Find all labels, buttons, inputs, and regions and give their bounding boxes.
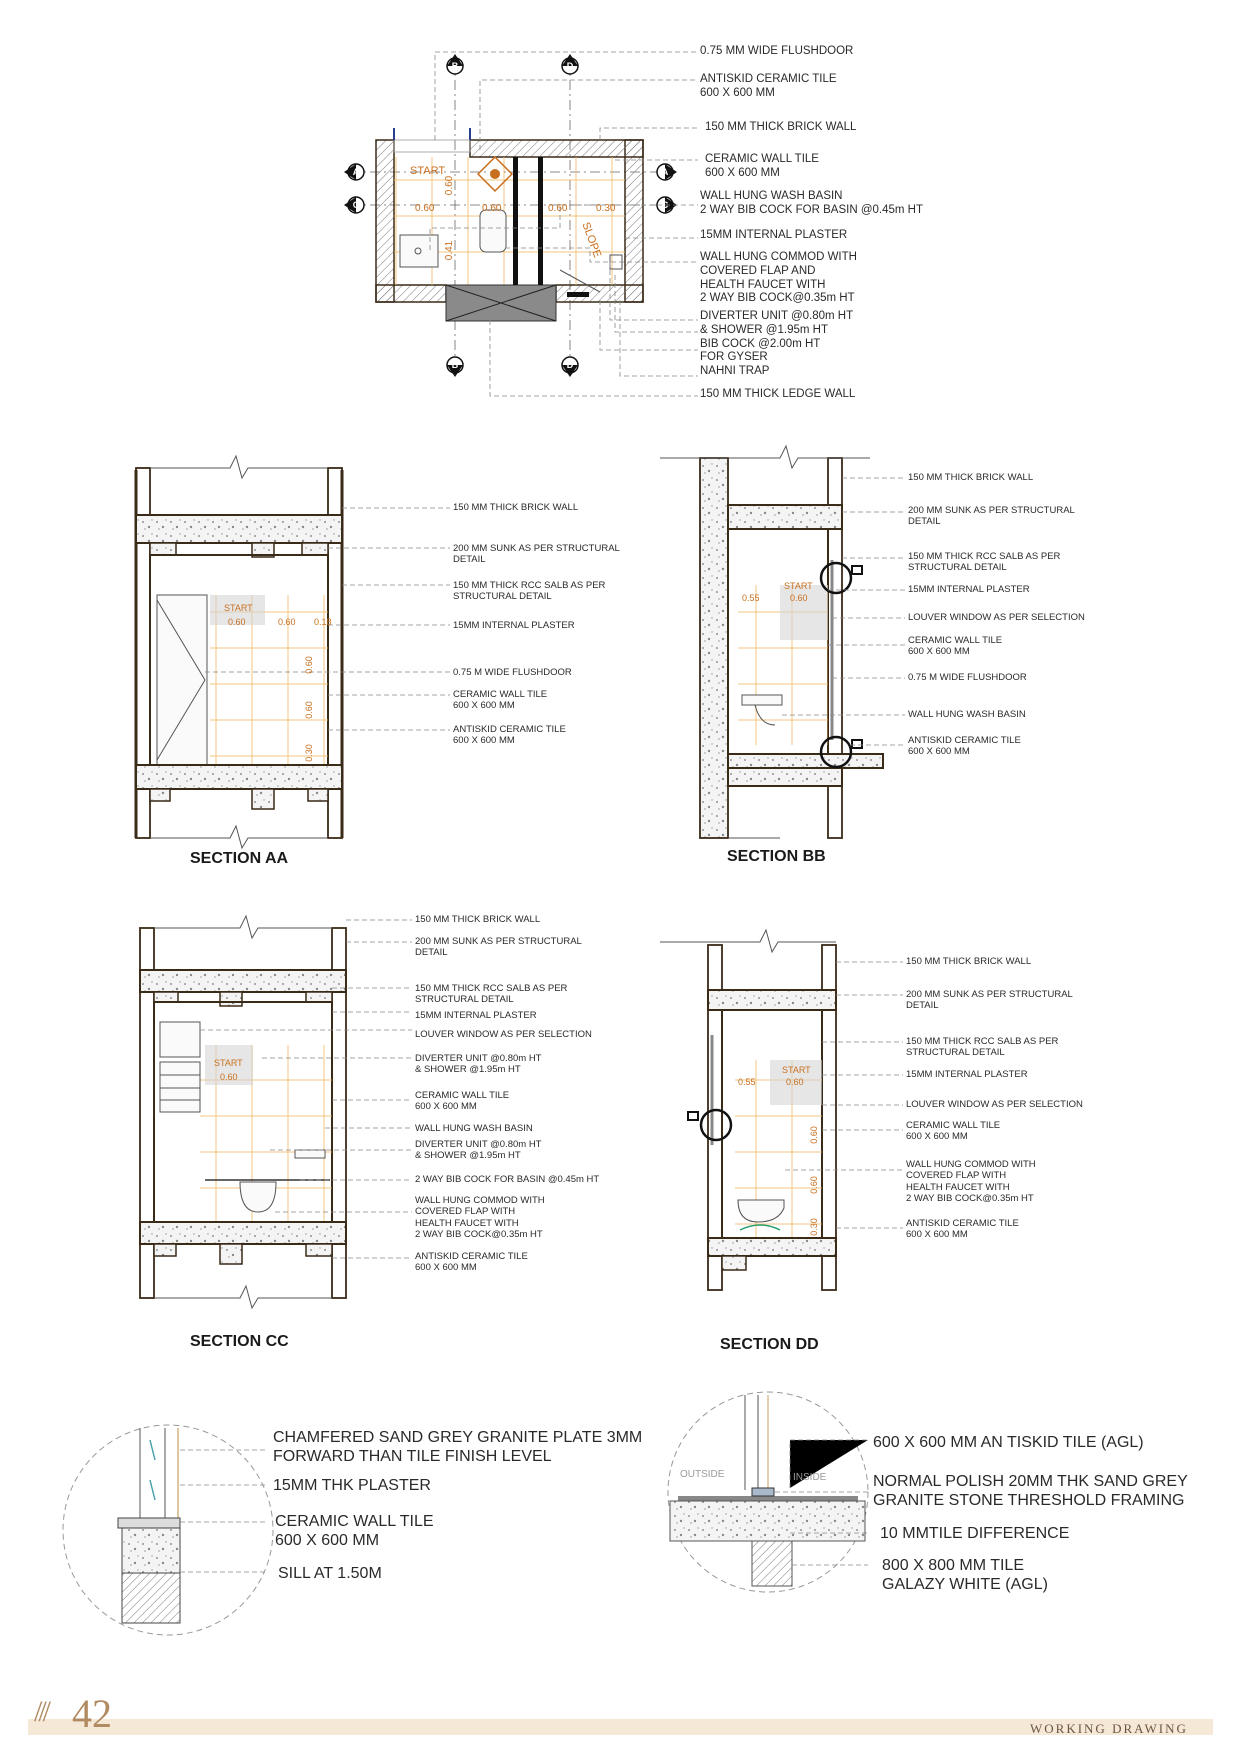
plan-dim-6: 0.41 bbox=[444, 240, 456, 261]
plan-dim-2: 0.60 bbox=[482, 203, 502, 214]
plan-note-wash-basin: WALL HUNG WASH BASIN 2 WAY BIB COCK FOR BASIN @0.45m HT bbox=[700, 190, 923, 216]
plan-note-plaster: 15MM INTERNAL PLASTER bbox=[700, 229, 848, 241]
cc-note-3: 150 MM THICK RCC SALB AS PER STRUCTURAL DETAIL bbox=[415, 983, 568, 1006]
detail-left-note-1: CHAMFERED SAND GREY GRANITE PLATE 3MM FORWARD THAN TILE FINISH LEVEL bbox=[273, 1429, 643, 1466]
plan-note-ledge-wall: 150 MM THICK LEDGE WALL bbox=[700, 388, 856, 400]
detail-right-note-2: NORMAL POLISH 20MM THK SAND GREY GRANITE STONE THRESHOLD FRAMING bbox=[873, 1473, 1188, 1510]
marker-b-bottom: B bbox=[451, 360, 459, 370]
dd-note-4: 15MM INTERNAL PLASTER bbox=[906, 1069, 1028, 1080]
cc-note-2: 200 MM SUNK AS PER STRUCTURAL DETAIL bbox=[415, 936, 582, 959]
cc-note-7: CERAMIC WALL TILE 600 X 600 MM bbox=[415, 1090, 510, 1113]
bb-note-1: 150 MM THICK BRICK WALL bbox=[908, 472, 1034, 483]
section-cc-drawing bbox=[140, 916, 346, 1308]
dd-note-1: 150 MM THICK BRICK WALL bbox=[906, 956, 1032, 967]
marker-d-top: D bbox=[566, 61, 574, 71]
plan-note-brick-wall: 150 MM THICK BRICK WALL bbox=[705, 121, 857, 133]
section-bb-drawing bbox=[660, 446, 883, 838]
plan-dim-5: 0.60 bbox=[444, 175, 456, 196]
plan-note-diverter: DIVERTER UNIT @0.80m HT & SHOWER @1.95m HT BIB COCK @2.00m HT FOR GYSER NAHNI TRAP bbox=[700, 310, 854, 378]
cc-dim-1: 0.60 bbox=[220, 1072, 238, 1082]
aa-dim-4: 0.60 bbox=[303, 656, 314, 674]
aa-note-5: 0.75 M WIDE FLUSHDOOR bbox=[453, 667, 572, 678]
plan-note-wall-tile: CERAMIC WALL TILE 600 X 600 MM bbox=[705, 153, 819, 179]
aa-start-label: START bbox=[224, 603, 253, 613]
cc-note-6: DIVERTER UNIT @0.80m HT & SHOWER @1.95m HT bbox=[415, 1053, 542, 1076]
plan-note-commode: WALL HUNG COMMOD WITH COVERED FLAP AND HEALTH FAUCET WITH 2 WAY BIB COCK@0.35m HT bbox=[700, 251, 857, 305]
page-number: 42 bbox=[72, 1691, 112, 1736]
aa-note-4: 15MM INTERNAL PLASTER bbox=[453, 620, 575, 631]
detail-left-leaders bbox=[180, 1450, 268, 1572]
dd-dim-3: 0.60 bbox=[808, 1126, 819, 1144]
bb-note-3: 150 MM THICK RCC SALB AS PER STRUCTURAL DETAIL bbox=[908, 551, 1061, 574]
section-dd-drawing bbox=[660, 930, 836, 1290]
cc-note-5: LOUVER WINDOW AS PER SELECTION bbox=[415, 1029, 592, 1040]
bb-note-7: 0.75 M WIDE FLUSHDOOR bbox=[908, 672, 1027, 683]
footer-slash-ornament: /// bbox=[34, 1695, 48, 1728]
cc-start-label: START bbox=[214, 1058, 243, 1068]
marker-a-left: A bbox=[352, 167, 360, 177]
aa-note-6: CERAMIC WALL TILE 600 X 600 MM bbox=[453, 689, 548, 712]
bb-note-9: ANTISKID CERAMIC TILE 600 X 600 MM bbox=[908, 735, 1021, 758]
bb-note-8: WALL HUNG WASH BASIN bbox=[908, 709, 1026, 720]
footer-label: WORKING DRAWING bbox=[1030, 1721, 1188, 1736]
aa-note-3: 150 MM THICK RCC SALB AS PER STRUCTURAL DETAIL bbox=[453, 580, 606, 603]
marker-a-right: A bbox=[661, 167, 669, 177]
aa-note-2: 200 MM SUNK AS PER STRUCTURAL DETAIL bbox=[453, 543, 620, 566]
dd-dim-2: 0.60 bbox=[786, 1077, 804, 1087]
detail-left-note-2: 15MM THK PLASTER bbox=[273, 1477, 431, 1494]
cc-note-8: WALL HUNG WASH BASIN bbox=[415, 1123, 533, 1134]
dd-start-label: START bbox=[782, 1065, 811, 1075]
plan-dim-3: 0.60 bbox=[548, 203, 568, 214]
dd-dim-1: 0.55 bbox=[738, 1077, 756, 1087]
bb-note-2: 200 MM SUNK AS PER STRUCTURAL DETAIL bbox=[908, 505, 1075, 528]
plan-note-flushdoor: 0.75 MM WIDE FLUSHDOOR bbox=[700, 45, 854, 57]
dd-note-7: WALL HUNG COMMOD WITH COVERED FLAP WITH HEALTH FAUCET WITH 2 WAY BIB COCK@0.35m HT bbox=[906, 1159, 1036, 1205]
detail-threshold bbox=[668, 1392, 868, 1592]
dd-note-2: 200 MM SUNK AS PER STRUCTURAL DETAIL bbox=[906, 989, 1073, 1012]
detail-left-note-3: CERAMIC WALL TILE 600 X 600 MM bbox=[275, 1513, 434, 1550]
aa-note-1: 150 MM THICK BRICK WALL bbox=[453, 502, 579, 513]
dd-dim-5: 0.30 bbox=[808, 1218, 819, 1236]
section-cc-title: SECTION CC bbox=[190, 1333, 289, 1350]
detail-right-note-3: 10 MMTILE DIFFERENCE bbox=[880, 1525, 1070, 1542]
plan-slope-label: SLOPE bbox=[579, 220, 604, 260]
section-aa-drawing bbox=[136, 456, 342, 848]
dd-dim-4: 0.60 bbox=[808, 1176, 819, 1194]
cc-note-1: 150 MM THICK BRICK WALL bbox=[415, 914, 541, 925]
cc-note-4: 15MM INTERNAL PLASTER bbox=[415, 1010, 537, 1021]
aa-note-7: ANTISKID CERAMIC TILE 600 X 600 MM bbox=[453, 724, 566, 747]
aa-dim-3: 0.18 bbox=[314, 617, 332, 627]
detail-right-note-1: 600 X 600 MM AN TISKID TILE (AGL) bbox=[873, 1434, 1144, 1451]
aa-dim-6: 0.30 bbox=[303, 744, 314, 762]
marker-c-right: C bbox=[661, 200, 669, 210]
bb-note-6: CERAMIC WALL TILE 600 X 600 MM bbox=[908, 635, 1003, 658]
detail-outside-label: OUTSIDE bbox=[680, 1469, 725, 1480]
section-dd-title: SECTION DD bbox=[720, 1336, 819, 1353]
dd-note-3: 150 MM THICK RCC SALB AS PER STRUCTURAL DETAIL bbox=[906, 1036, 1059, 1059]
cc-note-10: 2 WAY BIB COCK FOR BASIN @0.45m HT bbox=[415, 1174, 600, 1185]
detail-window-sill bbox=[63, 1425, 273, 1635]
aa-dim-1: 0.60 bbox=[228, 617, 246, 627]
plan-dim-4: 0.30 bbox=[596, 203, 616, 214]
bb-note-4: 15MM INTERNAL PLASTER bbox=[908, 584, 1030, 595]
plan-start-label: START bbox=[410, 165, 446, 177]
cc-note-11: WALL HUNG COMMOD WITH COVERED FLAP WITH HEALTH FAUCET WITH 2 WAY BIB COCK@0.35m HT bbox=[415, 1195, 545, 1241]
marker-d-bottom: D bbox=[566, 360, 574, 370]
plan-note-antiskid-tile: ANTISKID CERAMIC TILE 600 X 600 MM bbox=[700, 73, 837, 99]
marker-c-left: C bbox=[352, 200, 360, 210]
dd-note-8: ANTISKID CERAMIC TILE 600 X 600 MM bbox=[906, 1218, 1019, 1241]
cc-note-9: DIVERTER UNIT @0.80m HT & SHOWER @1.95m HT bbox=[415, 1139, 542, 1162]
marker-b-top: B bbox=[451, 61, 459, 71]
detail-right-note-4: 800 X 800 MM TILE GALAZY WHITE (AGL) bbox=[882, 1557, 1048, 1594]
bb-dim-2: 0.60 bbox=[790, 593, 808, 603]
bb-start-label: START bbox=[784, 581, 813, 591]
cc-note-12: ANTISKID CERAMIC TILE 600 X 600 MM bbox=[415, 1251, 528, 1274]
aa-dim-5: 0.60 bbox=[303, 701, 314, 719]
bb-dim-1: 0.55 bbox=[742, 593, 760, 603]
detail-inside-label: INSIDE bbox=[793, 1472, 827, 1483]
section-bb-title: SECTION BB bbox=[727, 848, 826, 865]
plan-dim-1: 0.60 bbox=[415, 203, 435, 214]
section-aa-title: SECTION AA bbox=[190, 850, 289, 867]
dd-note-6: CERAMIC WALL TILE 600 X 600 MM bbox=[906, 1120, 1001, 1143]
bb-note-5: LOUVER WINDOW AS PER SELECTION bbox=[908, 612, 1085, 623]
dd-note-5: LOUVER WINDOW AS PER SELECTION bbox=[906, 1099, 1083, 1110]
detail-left-note-4: SILL AT 1.50M bbox=[278, 1565, 382, 1582]
aa-dim-2: 0.60 bbox=[278, 617, 296, 627]
